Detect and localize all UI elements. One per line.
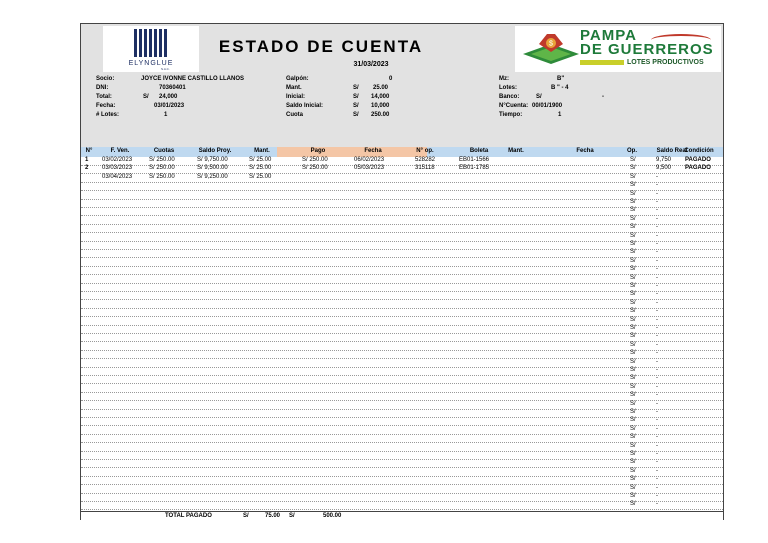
row-saldo-real-currency: S/ bbox=[630, 308, 636, 315]
row-saldo-real-currency: S/ bbox=[630, 350, 636, 357]
row-condicion: PAGADO bbox=[685, 165, 711, 172]
row-saldo-real: 9,750 bbox=[656, 157, 672, 163]
row-number: 1 bbox=[85, 157, 89, 163]
row-saldo-real-currency: S/ bbox=[630, 501, 636, 508]
row-pago: S/ 250.00 bbox=[302, 157, 328, 163]
col-saldo-proy: Saldo Proy. bbox=[198, 148, 232, 154]
inicial-label: Inicial: bbox=[286, 94, 306, 100]
ncuenta-label: N°Cuenta: bbox=[499, 103, 529, 109]
row-fecha: 06/02/2023 bbox=[354, 157, 385, 163]
col-cuotas: Cuotas bbox=[153, 148, 175, 154]
row-saldo-real: - bbox=[656, 333, 658, 340]
row-mant: S/ 25.00 bbox=[249, 173, 272, 180]
dni-label: DNI: bbox=[96, 85, 109, 91]
total-value: 24,000 bbox=[159, 94, 178, 100]
row-number: 2 bbox=[85, 165, 89, 172]
row-saldo-real: - bbox=[656, 501, 658, 508]
row-saldo-real: - bbox=[656, 173, 658, 180]
col-fven: F. Ven. bbox=[110, 148, 130, 154]
row-saldo-real: - bbox=[656, 358, 658, 365]
row-saldo-proy: S/ 9,500.00 bbox=[197, 165, 228, 172]
row-saldo-real: - bbox=[656, 442, 658, 449]
row-saldo-real: - bbox=[656, 207, 658, 214]
socio-label: Socio: bbox=[96, 76, 115, 82]
row-saldo-real-currency: S/ bbox=[630, 283, 636, 289]
row-pago: S/ 250.00 bbox=[302, 165, 328, 172]
row-saldo-real: - bbox=[656, 316, 658, 323]
statement-date: 31/03/2023 bbox=[353, 61, 389, 68]
row-saldo-real-currency: S/ bbox=[630, 341, 636, 348]
row-saldo-real-currency: S/ bbox=[630, 484, 636, 491]
col-boleta: Boleta bbox=[469, 148, 489, 154]
row-saldo-real-currency: S/ bbox=[630, 316, 636, 323]
row-nop: 315118 bbox=[415, 165, 435, 172]
pago-total-currency: S/ bbox=[289, 513, 295, 519]
row-saldo-real-currency: S/ bbox=[630, 232, 636, 239]
row-saldo-real: - bbox=[656, 325, 658, 331]
fecha-value: 03/01/2023 bbox=[154, 103, 185, 109]
row-fven: 03/02/2023 bbox=[102, 157, 133, 163]
row-saldo-real-currency: S/ bbox=[630, 392, 636, 399]
saldo-inicial-label: Saldo Inicial: bbox=[286, 103, 324, 109]
ncuenta-value: 00/01/1900 bbox=[532, 103, 563, 109]
saldo-inicial-currency: S/ bbox=[353, 103, 359, 109]
col-saldo-real: Saldo Real bbox=[656, 148, 688, 154]
mant-currency: S/ bbox=[353, 85, 359, 91]
logo-right-line1: PAMPA bbox=[580, 27, 637, 44]
col-condicion: Condición bbox=[684, 148, 714, 154]
row-saldo-real: - bbox=[656, 232, 658, 239]
row-saldo-real-currency: S/ bbox=[630, 241, 636, 247]
row-saldo-real: - bbox=[656, 308, 658, 315]
row-saldo-real-currency: S/ bbox=[630, 207, 636, 214]
page-title: ESTADO DE CUENTA bbox=[218, 37, 424, 56]
row-saldo-real: - bbox=[656, 350, 658, 357]
total-label: Total: bbox=[96, 94, 112, 100]
row-saldo-real-currency: S/ bbox=[630, 476, 636, 483]
row-saldo-real-currency: S/ bbox=[630, 442, 636, 449]
inicial-currency: S/ bbox=[353, 94, 359, 100]
row-saldo-real-currency: S/ bbox=[630, 157, 636, 163]
row-saldo-real-currency: S/ bbox=[630, 224, 636, 231]
row-saldo-real-currency: S/ bbox=[630, 257, 636, 264]
row-saldo-real-currency: S/ bbox=[630, 451, 636, 457]
row-saldo-real-currency: S/ bbox=[630, 291, 636, 298]
socio-value: JOYCE IVONNE CASTILLO LLANOS bbox=[141, 76, 245, 82]
col-mant: Mant. bbox=[254, 148, 270, 154]
row-saldo-real: - bbox=[656, 400, 658, 407]
row-saldo-real-currency: S/ bbox=[630, 266, 636, 273]
pago-total: 500.00 bbox=[323, 513, 342, 519]
row-saldo-real: - bbox=[656, 291, 658, 298]
row-saldo-real: - bbox=[656, 425, 658, 432]
col-nop: N° op. bbox=[416, 148, 434, 154]
row-saldo-real-currency: S/ bbox=[630, 409, 636, 415]
mant-label: Mant. bbox=[286, 85, 302, 91]
row-saldo-real: - bbox=[656, 274, 658, 281]
elynglue-logo bbox=[103, 26, 199, 72]
row-nop: 528282 bbox=[415, 157, 436, 163]
mant-total: 75.00 bbox=[265, 513, 281, 519]
row-saldo-real: - bbox=[656, 249, 658, 256]
row-saldo-real-currency: S/ bbox=[630, 425, 636, 432]
dni-value: 70360401 bbox=[159, 85, 186, 91]
galpon-label: Galpón: bbox=[286, 76, 309, 82]
galpon-value: 0 bbox=[389, 76, 393, 82]
nlotes-label: # Lotes: bbox=[96, 112, 120, 118]
row-saldo-real-currency: S/ bbox=[630, 493, 636, 499]
table-row bbox=[81, 501, 723, 510]
mant-total-currency: S/ bbox=[243, 513, 249, 519]
lotes-label: Lotes: bbox=[499, 85, 517, 91]
row-saldo-real: - bbox=[656, 409, 658, 415]
row-cuotas: S/ 250.00 bbox=[149, 165, 175, 172]
svg-text:$: $ bbox=[549, 40, 553, 48]
banco-label: Banco: bbox=[499, 94, 520, 100]
banco-currency: S/ bbox=[536, 94, 542, 100]
row-mant: S/ 25.00 bbox=[249, 157, 272, 163]
col-mant2: Mant. bbox=[508, 148, 524, 154]
tiempo-label: Tiempo: bbox=[499, 112, 523, 118]
account-info bbox=[81, 74, 723, 147]
row-condicion: PAGADO bbox=[685, 157, 711, 163]
col-pago: Pago bbox=[310, 148, 326, 154]
col-fecha: Fecha bbox=[364, 148, 382, 154]
row-fecha: 05/03/2023 bbox=[354, 165, 385, 172]
statement-sheet bbox=[80, 23, 724, 520]
logo-right-line2: DE GUERREROS bbox=[580, 41, 714, 58]
row-saldo-real: - bbox=[656, 224, 658, 231]
totals-row bbox=[81, 511, 723, 521]
row-saldo-real-currency: S/ bbox=[630, 367, 636, 373]
row-saldo-real: - bbox=[656, 417, 658, 424]
row-saldo-real: - bbox=[656, 266, 658, 273]
inicial-value: 14,000 bbox=[371, 94, 390, 100]
saldo-inicial-value: 10,000 bbox=[371, 103, 390, 109]
row-saldo-real: - bbox=[656, 367, 658, 373]
row-saldo-real-currency: S/ bbox=[630, 467, 636, 474]
row-saldo-real: - bbox=[656, 190, 658, 197]
row-saldo-real-currency: S/ bbox=[630, 434, 636, 441]
row-fven: 03/04/2023 bbox=[102, 173, 133, 180]
building-icon bbox=[134, 29, 169, 62]
row-cuotas: S/ 250.00 bbox=[149, 157, 175, 163]
header-banner bbox=[81, 23, 723, 74]
logo-bar bbox=[580, 60, 624, 65]
row-saldo-real: - bbox=[656, 182, 658, 189]
nlotes-value: 1 bbox=[164, 112, 168, 118]
pampa-emblem-icon bbox=[521, 32, 581, 68]
row-saldo-real: - bbox=[656, 484, 658, 491]
cuota-label: Cuota bbox=[286, 112, 303, 118]
row-saldo-real: - bbox=[656, 375, 658, 382]
logo-left-text: ELYNGLUE bbox=[128, 60, 174, 67]
col-n: N° bbox=[85, 148, 93, 154]
row-saldo-real: - bbox=[656, 459, 658, 466]
row-saldo-real-currency: S/ bbox=[630, 249, 636, 256]
row-saldo-real: - bbox=[656, 493, 658, 499]
mant-value: 25.00 bbox=[373, 85, 389, 91]
row-saldo-real-currency: S/ bbox=[630, 358, 636, 365]
total-pagado-label: TOTAL PAGADO bbox=[165, 513, 212, 519]
col-op: Op. bbox=[627, 148, 637, 154]
row-saldo-real-currency: S/ bbox=[630, 375, 636, 382]
row-fven: 03/03/2023 bbox=[102, 165, 133, 172]
row-saldo-real-currency: S/ bbox=[630, 215, 636, 222]
row-saldo-proy: S/ 9,750.00 bbox=[197, 157, 228, 163]
lotes-value: B " - 4 bbox=[551, 85, 569, 91]
row-saldo-real: - bbox=[656, 199, 658, 205]
row-boleta: EB01-1785 bbox=[459, 165, 490, 172]
row-saldo-real: - bbox=[656, 451, 658, 457]
row-saldo-real: - bbox=[656, 392, 658, 399]
mz-value: B" bbox=[557, 76, 565, 82]
total-currency: S/ bbox=[143, 94, 149, 100]
row-saldo-real: - bbox=[656, 283, 658, 289]
mz-label: Mz: bbox=[499, 76, 509, 82]
row-saldo-real: - bbox=[656, 241, 658, 247]
row-saldo-real-currency: S/ bbox=[630, 400, 636, 407]
row-saldo-real-currency: S/ bbox=[630, 417, 636, 424]
col-fecha2: Fecha bbox=[576, 148, 594, 154]
row-saldo-real-currency: S/ bbox=[630, 299, 636, 306]
row-saldo-real-currency: S/ bbox=[630, 274, 636, 281]
pampa-logo bbox=[515, 26, 721, 72]
logo-left-subtext: S.A.C. bbox=[161, 67, 170, 71]
row-saldo-real: - bbox=[656, 476, 658, 483]
tiempo-value: 1 bbox=[558, 112, 562, 118]
row-saldo-real-currency: S/ bbox=[630, 182, 636, 189]
fecha-label: Fecha: bbox=[96, 103, 116, 109]
row-boleta: EB01-1566 bbox=[459, 157, 490, 163]
banco-value: - bbox=[602, 94, 604, 100]
row-saldo-real: - bbox=[656, 257, 658, 264]
table-header bbox=[81, 147, 723, 157]
cuota-currency: S/ bbox=[353, 112, 359, 118]
row-saldo-proy: S/ 9,250.00 bbox=[197, 173, 228, 180]
row-saldo-real: - bbox=[656, 299, 658, 306]
row-saldo-real-currency: S/ bbox=[630, 190, 636, 197]
row-saldo-real-currency: S/ bbox=[630, 165, 636, 172]
row-saldo-real-currency: S/ bbox=[630, 199, 636, 205]
row-saldo-real: - bbox=[656, 341, 658, 348]
row-saldo-real: - bbox=[656, 383, 658, 390]
row-saldo-real-currency: S/ bbox=[630, 333, 636, 340]
cuota-value: 250.00 bbox=[371, 112, 390, 118]
row-saldo-real-currency: S/ bbox=[630, 459, 636, 466]
row-mant: S/ 25.00 bbox=[249, 165, 272, 172]
row-saldo-real: 9,500 bbox=[656, 165, 672, 172]
row-saldo-real: - bbox=[656, 434, 658, 441]
logo-right-line3: LOTES PRODUCTIVOS bbox=[627, 59, 704, 66]
row-saldo-real-currency: S/ bbox=[630, 383, 636, 390]
row-saldo-real-currency: S/ bbox=[630, 325, 636, 331]
row-saldo-real: - bbox=[656, 215, 658, 222]
row-cuotas: S/ 250.00 bbox=[149, 173, 175, 180]
row-saldo-real-currency: S/ bbox=[630, 173, 636, 180]
row-saldo-real: - bbox=[656, 467, 658, 474]
